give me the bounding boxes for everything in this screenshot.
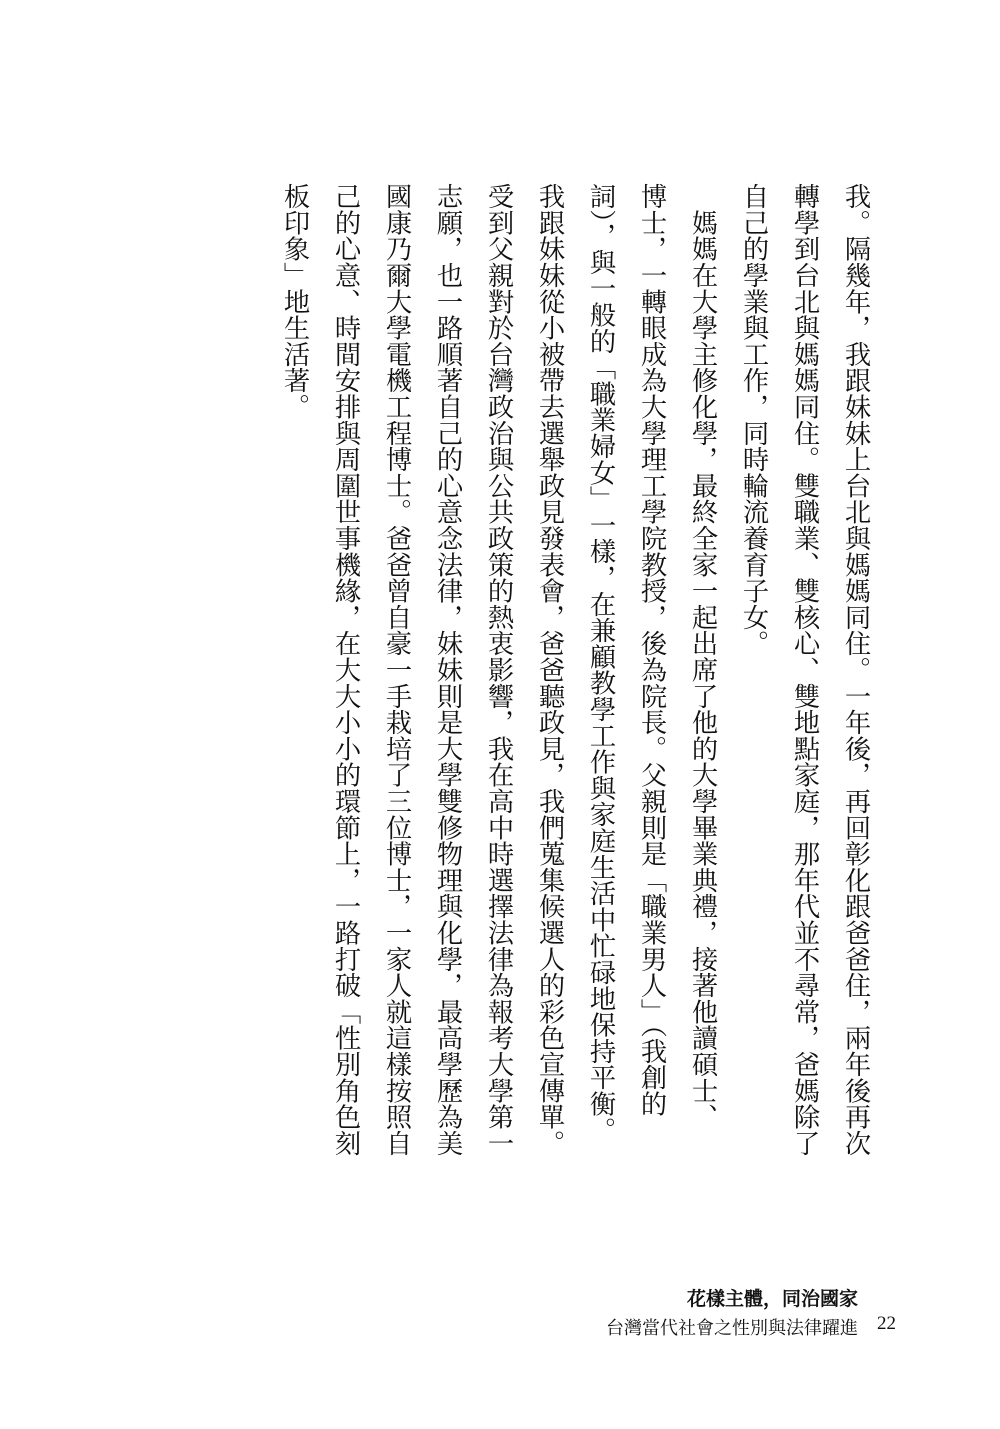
text-column: 博士，一轉眼成為大學理工學院教授，後為院長。父親則是「職業男人」（我創的 — [636, 183, 666, 1117]
text-column: 詞），與一般的「職業婦女」一樣，在兼顧教學工作與家庭生活中忙碌地保持平衡。 — [585, 183, 615, 1143]
text-column: 我跟妹妹從小被帶去選舉政見發表會，爸爸聽政見，我們蒐集候選人的彩色宣傳單。 — [534, 183, 564, 1157]
text-column: 我。隔幾年，我跟妹妹上台北與媽媽同住。一年後，再回彰化跟爸爸住，兩年後再次 — [840, 183, 870, 1157]
text-column: 己的心意、時間安排與周圍世事機緣，在大大小小的環節上，一路打破「性別角色刻 — [330, 183, 360, 1157]
book-subtitle: 台灣當代社會之性別與法律躍進 — [606, 1318, 858, 1339]
text-column: 受到父親對於台灣政治與公共政策的熱衷影響，我在高中時選擇法律為報考大學第一 — [483, 183, 513, 1157]
text-column: 自己的學業與工作，同時輪流養育子女。 — [738, 183, 768, 657]
text-column: 板印象」地生活著。 — [279, 183, 309, 420]
body-text — [268, 183, 880, 1183]
text-column: 轉學到台北與媽媽同住。雙職業、雙核心、雙地點家庭，那年代並不尋常，爸媽除了 — [789, 183, 819, 1157]
text-column: 志願，也一路順著自己的心意念法律，妹妹則是大學雙修物理與化學，最高學歷為美 — [432, 183, 462, 1157]
book-title: 花樣主體，同治國家 — [686, 1288, 858, 1310]
text-column: 媽媽在大學主修化學，最終全家一起出席了他的大學畢業典禮，接著他讀碩士、 — [687, 183, 717, 1130]
text-column: 國康乃爾大學電機工程博士。爸爸曾自豪一手栽培了三位博士，一家人就這樣按照自 — [381, 183, 411, 1157]
page-number: 22 — [877, 1313, 896, 1334]
